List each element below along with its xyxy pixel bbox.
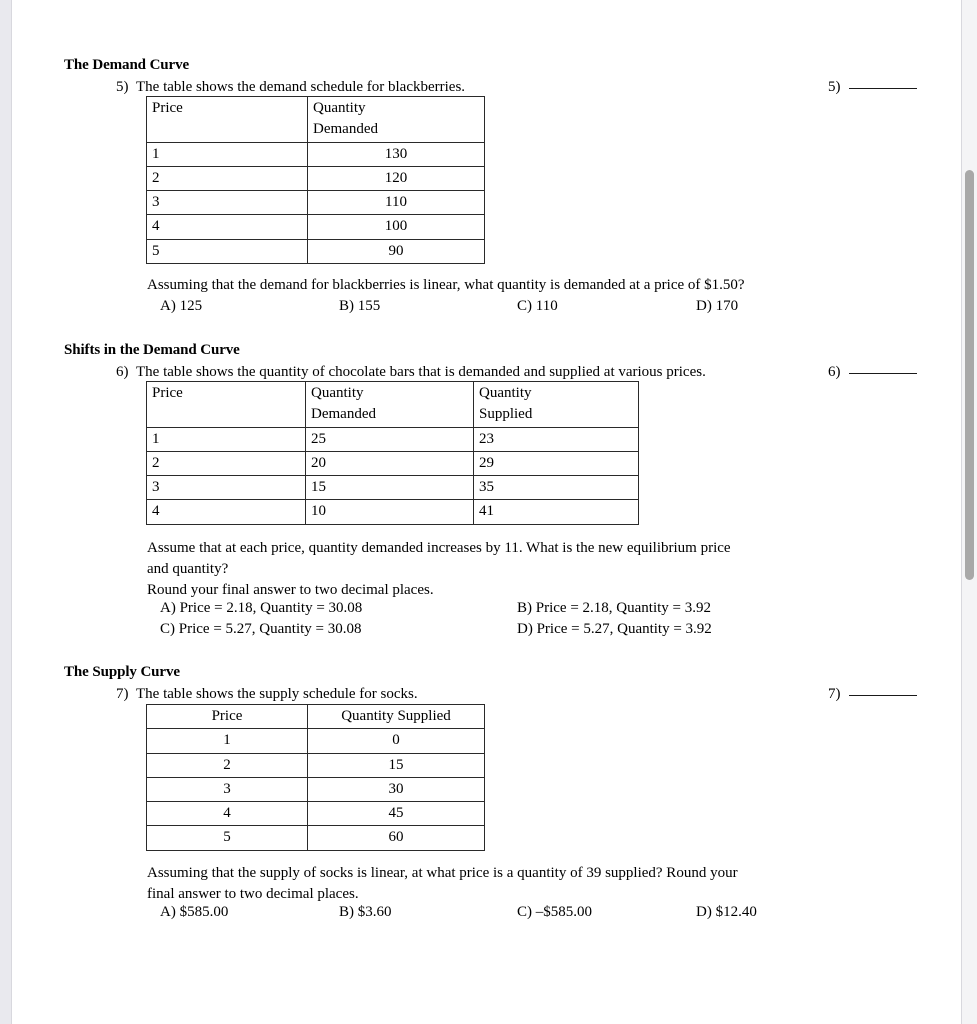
header-text-line2: Supplied: [479, 406, 533, 423]
vertical-scrollbar-track[interactable]: [962, 0, 977, 1024]
answer-blank-line-6[interactable]: [849, 373, 917, 374]
answer-blank-line-7[interactable]: [849, 695, 917, 696]
vertical-scrollbar-thumb[interactable]: [965, 170, 974, 580]
cell-price: 1: [147, 427, 306, 451]
option-c-6[interactable]: C) Price = 5.27, Quantity = 30.08: [160, 621, 362, 637]
cell-quantity-supplied: 29: [474, 451, 639, 475]
prompt-line: final answer to two decimal places.: [147, 886, 359, 902]
cell-quantity-demanded: 10: [306, 500, 474, 524]
cell-price: 3: [147, 476, 306, 500]
option-c-7[interactable]: C) –$585.00: [517, 904, 592, 920]
document-page: [11, 0, 962, 1024]
option-d-6[interactable]: D) Price = 5.27, Quantity = 3.92: [517, 621, 712, 637]
cell-quantity-demanded: 130: [308, 142, 485, 166]
table-row: [147, 166, 485, 190]
cell-price: 5: [147, 239, 308, 263]
column-header-price: Price: [147, 705, 308, 729]
cell-price: 1: [147, 729, 308, 753]
cell-price: 3: [147, 777, 308, 801]
question-stem-7: The table shows the supply schedule for socks.: [136, 686, 418, 702]
table-row: [147, 476, 639, 500]
prompt-line: Assuming that the supply of socks is linear, at what price is a quantity of 39 supplied? Round your: [147, 865, 738, 881]
question-prompt-5: [147, 275, 847, 296]
table-row: [147, 427, 639, 451]
option-a-6[interactable]: A) Price = 2.18, Quantity = 30.08: [160, 600, 363, 616]
cell-quantity-demanded: 110: [308, 191, 485, 215]
column-header-quantity-demanded: [308, 97, 485, 143]
cell-quantity-demanded: 120: [308, 166, 485, 190]
option-a-5[interactable]: A) 125: [160, 298, 203, 314]
table-row: [147, 500, 639, 524]
option-d-5[interactable]: D) 170: [696, 298, 739, 314]
question-prompt-6: [147, 538, 847, 601]
answer-slot-number-5: 5): [828, 79, 841, 95]
cell-quantity-demanded: 20: [306, 451, 474, 475]
cell-price: 4: [147, 500, 306, 524]
option-b-7[interactable]: B) $3.60: [339, 904, 392, 920]
column-header-quantity-supplied: Quantity Supplied: [308, 705, 485, 729]
answer-blank-line-5[interactable]: [849, 88, 917, 89]
table-supply-schedule-socks: [146, 704, 485, 851]
table-row: [147, 97, 485, 143]
option-c-5[interactable]: C) 110: [517, 298, 558, 314]
answer-slot-5[interactable]: [828, 79, 917, 96]
header-text-line2: Demanded: [313, 121, 378, 138]
table-row: [147, 705, 485, 729]
cell-quantity-supplied: 45: [308, 802, 485, 826]
cell-quantity-supplied: 0: [308, 729, 485, 753]
question-stem-6: The table shows the quantity of chocolate bars that is demanded and supplied at various prices.: [136, 364, 706, 380]
cell-price: 2: [147, 166, 308, 190]
cell-price: 1: [147, 142, 308, 166]
prompt-line: Assume that at each price, quantity demanded increases by 11. What is the new equilibrium price: [147, 540, 731, 556]
column-header-quantity-demanded: [306, 382, 474, 428]
answer-slot-number-7: 7): [828, 686, 841, 702]
option-b-6[interactable]: B) Price = 2.18, Quantity = 3.92: [517, 600, 711, 616]
cell-price: 4: [147, 215, 308, 239]
cell-price: 2: [147, 753, 308, 777]
header-text: Price: [152, 100, 183, 116]
prompt-line: Round your final answer to two decimal places.: [147, 582, 434, 598]
answer-slot-6[interactable]: [828, 364, 917, 381]
table-row: [147, 142, 485, 166]
question-number-7: 7): [116, 686, 129, 702]
table-row: [147, 191, 485, 215]
column-header-quantity-supplied: [474, 382, 639, 428]
cell-price: 4: [147, 802, 308, 826]
header-text-line1: Quantity: [311, 385, 364, 401]
column-header-price: [147, 97, 308, 143]
table-row: [147, 729, 485, 753]
header-text-line1: Quantity: [479, 385, 532, 401]
cell-quantity-supplied: 23: [474, 427, 639, 451]
question-prompt-7: [147, 863, 847, 905]
question-number-5: 5): [116, 79, 129, 95]
section-heading-shifts-in-demand-curve: Shifts in the Demand Curve: [64, 342, 240, 358]
table-row: [147, 382, 639, 428]
header-text: Price: [152, 385, 183, 401]
cell-quantity-demanded: 25: [306, 427, 474, 451]
cell-quantity-supplied: 41: [474, 500, 639, 524]
cell-quantity-supplied: 35: [474, 476, 639, 500]
question-stem-5: The table shows the demand schedule for blackberries.: [136, 79, 466, 95]
table-row: [147, 802, 485, 826]
cell-quantity-demanded: 15: [306, 476, 474, 500]
cell-quantity-supplied: 60: [308, 826, 485, 850]
option-a-7[interactable]: A) $585.00: [160, 904, 229, 920]
table-row: [147, 826, 485, 850]
header-text-line2: Demanded: [311, 406, 376, 423]
table-row: [147, 753, 485, 777]
cell-quantity-demanded: 100: [308, 215, 485, 239]
section-heading-supply-curve: The Supply Curve: [64, 664, 180, 680]
cell-price: 5: [147, 826, 308, 850]
cell-quantity-supplied: 30: [308, 777, 485, 801]
answer-slot-7[interactable]: [828, 686, 917, 703]
cell-price: 3: [147, 191, 308, 215]
question-number-6: 6): [116, 364, 129, 380]
header-text-line1: Quantity: [313, 100, 366, 116]
option-b-5[interactable]: B) 155: [339, 298, 381, 314]
table-demand-schedule-blackberries: [146, 96, 485, 264]
table-row: [147, 239, 485, 263]
section-heading-demand-curve: The Demand Curve: [64, 57, 190, 73]
column-header-price: [147, 382, 306, 428]
prompt-line: and quantity?: [147, 561, 229, 577]
table-row: [147, 451, 639, 475]
document-content: [12, 0, 963, 1024]
table-row: [147, 215, 485, 239]
table-chocolate-bars-demand-supply: [146, 381, 639, 525]
answer-slot-number-6: 6): [828, 364, 841, 380]
option-d-7[interactable]: D) $12.40: [696, 904, 757, 920]
cell-price: 2: [147, 451, 306, 475]
prompt-line: Assuming that the demand for blackberries is linear, what quantity is demanded at a price of $1.50?: [147, 277, 745, 293]
cell-quantity-supplied: 15: [308, 753, 485, 777]
table-row: [147, 777, 485, 801]
cell-quantity-demanded: 90: [308, 239, 485, 263]
